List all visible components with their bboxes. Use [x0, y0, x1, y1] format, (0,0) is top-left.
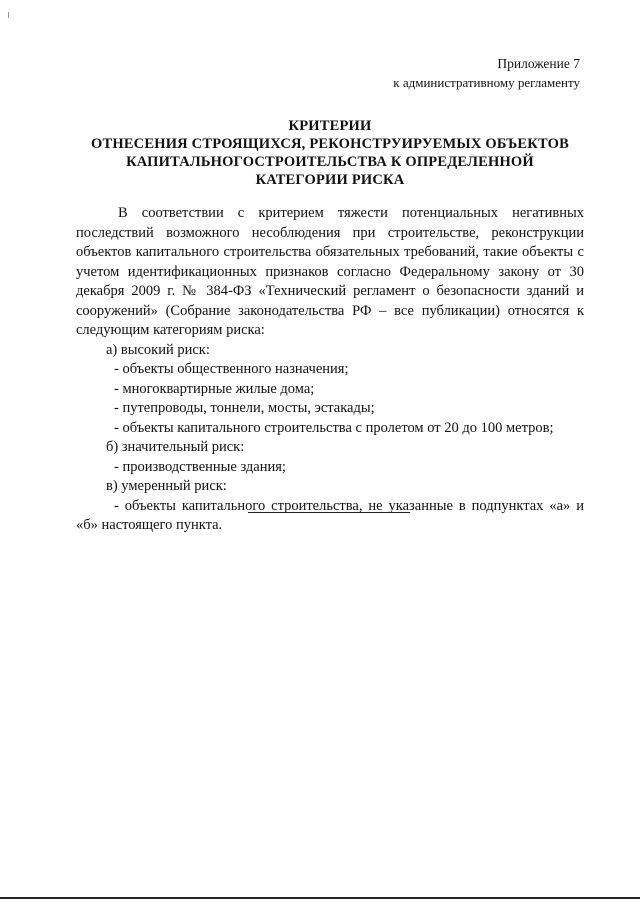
scan-mark: [8, 12, 9, 18]
category-a-item: - многоквартирные жилые дома;: [114, 380, 315, 397]
category-c-label: в) умеренный риск:: [106, 478, 227, 494]
closing-divider: [248, 512, 410, 513]
title-line-3: КАПИТАЛЬНОГОСТРОИТЕЛЬСТВА К ОПРЕДЕЛЕННОЙ: [126, 154, 534, 170]
document-body: [76, 204, 584, 536]
category-a-item: - объекты общественного назначения;: [114, 361, 349, 377]
category-a-label: а) высокий риск:: [106, 341, 210, 358]
category-b-label: б) значительный риск:: [106, 439, 245, 455]
appendix-note: [393, 54, 580, 92]
category-b-item: - производственные здания;: [114, 458, 286, 475]
title-line-2: ОТНЕСЕНИЯ СТРОЯЩИХСЯ, РЕКОНСТРУИРУЕМЫХ ОБЪЕКТОВ: [90, 136, 569, 152]
appendix-reference: к административному регламенту: [393, 75, 580, 90]
title-line-4: КАТЕГОРИИ РИСКА: [255, 172, 405, 188]
scan-edge-line: [0, 897, 640, 899]
category-a-item: - путепроводы, тоннели, мосты, эстакады;: [114, 400, 375, 416]
category-c-item: - объекты капитального строительства, не указанные в подпунктах «а» и «б» настоящего пункта.: [76, 497, 584, 533]
category-a-item: - объекты капитального строительства с пролетом от 20 до 100 метров;: [114, 419, 554, 436]
document-title: [40, 117, 620, 189]
appendix-number: Приложение 7: [497, 56, 580, 71]
intro-paragraph: В соответствии с критерием тяжести потенциальных негативных последствий возможного несоблюдения при строительстве, реконструкции объектов капитального строительства обязательных требований, такие объекты с учетом идентификационных признаков согласно Федеральному закону от 30 декабря 2009 г. № 384-ФЗ «Технический регламент о безопасности зданий и сооружений» (Собрание законодательства РФ – все публикации) относятся к следующим категориям риска:: [76, 205, 584, 338]
title-line-1: КРИТЕРИИ: [288, 118, 372, 134]
